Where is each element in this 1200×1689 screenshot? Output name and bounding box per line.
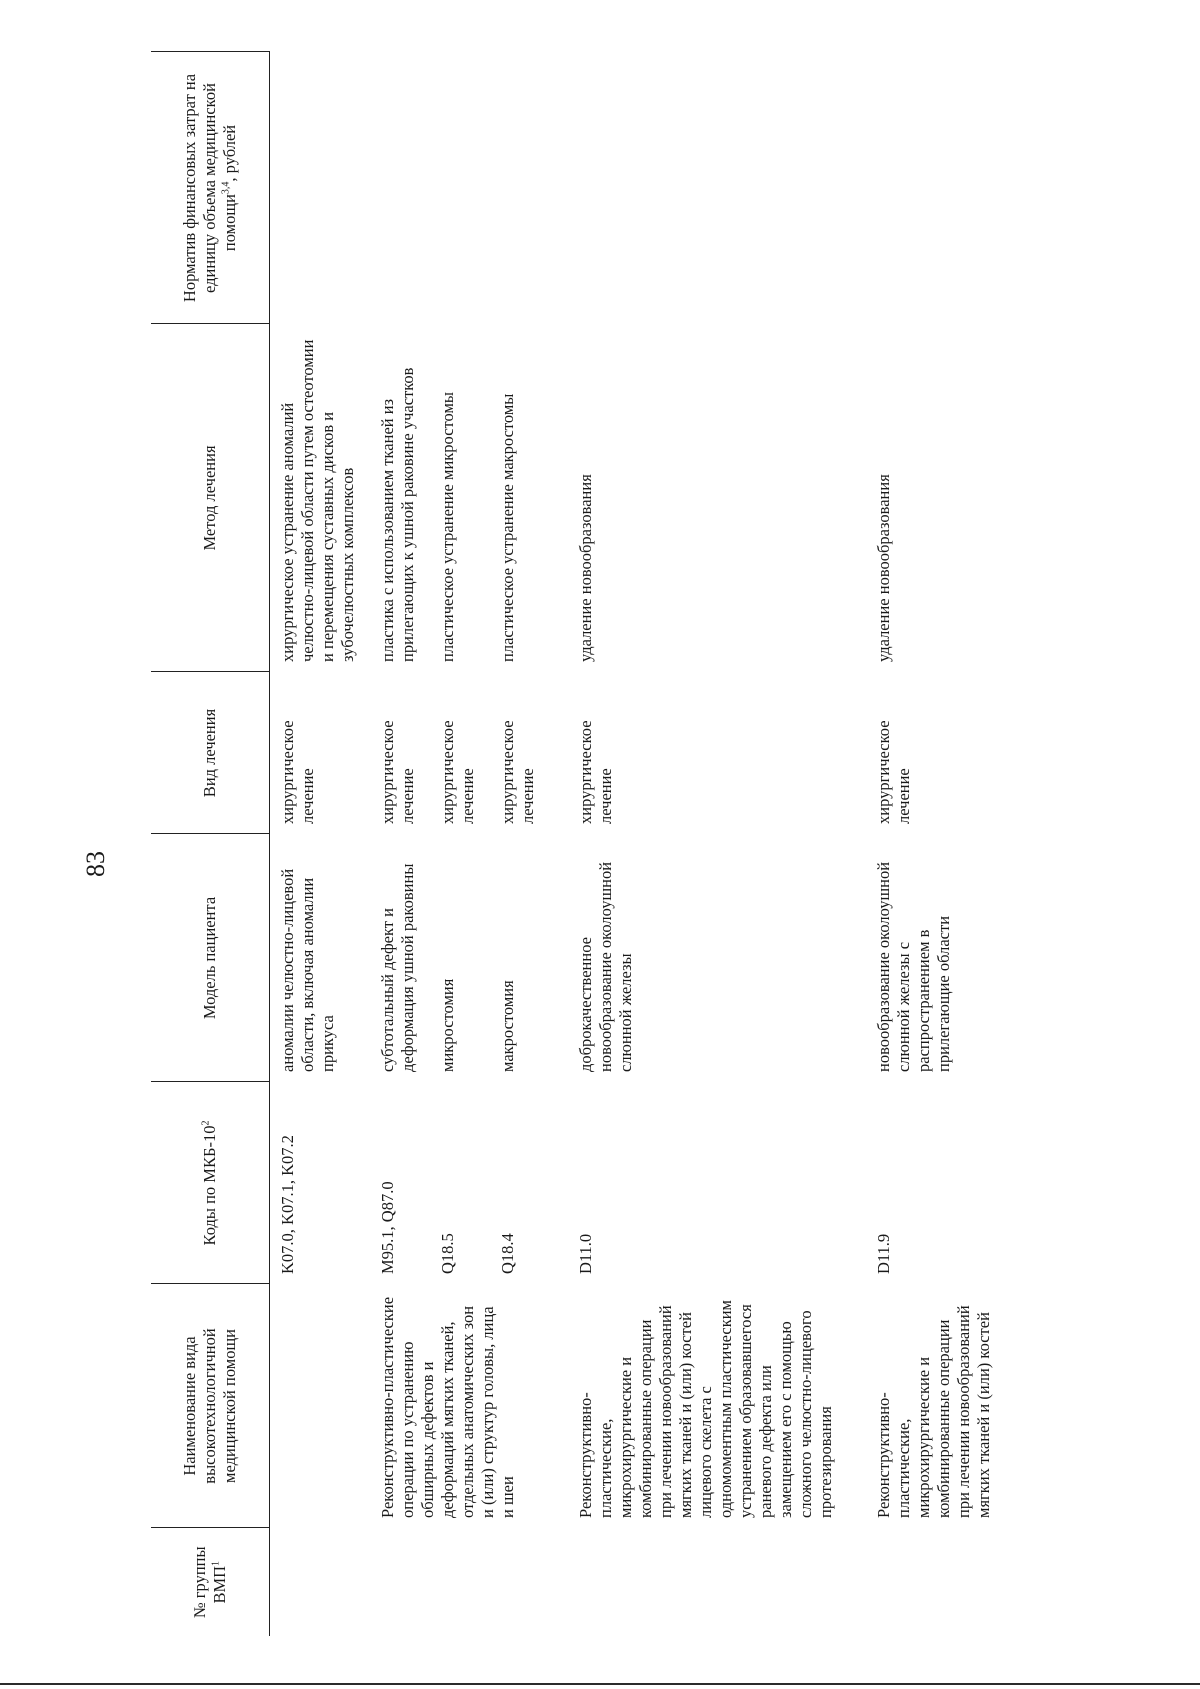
cell-cost-norm (270, 52, 371, 324)
cell-patient-model: новообразование околоушной слюнной железы с распространением в прилегающие области (874, 861, 953, 1072)
cell-group (550, 1528, 848, 1636)
cell-group (490, 1528, 550, 1636)
table-header-row (151, 52, 270, 1636)
cell-group (848, 1528, 1006, 1636)
table-row (550, 52, 848, 1636)
cell-treatment-method: пластика с использованием тканей из прилегающих к ушной раковине участков (378, 367, 417, 662)
cell-treatment-method: удаление новообразования (576, 474, 595, 662)
cell-patient-model: аномалии челюстно-лицевой области, включая аномалии прикуса (278, 868, 337, 1072)
cell-cost-norm (550, 52, 848, 324)
cell-mkb-codes: D11.0 (576, 1233, 595, 1274)
cell-group (270, 1528, 371, 1636)
table-row (848, 52, 1006, 1636)
header-mkb-codes: Коды по МКБ-$10^2$ (151, 1082, 270, 1284)
cell-vmp-name (270, 1284, 371, 1528)
cell-treatment-method: пластическое устранение макростомы (498, 393, 517, 662)
header-patient-model: Модель пациента (151, 834, 270, 1082)
cell-treatment-method: удаление новообразования (874, 474, 893, 662)
cell-cost-norm (370, 52, 430, 324)
page-number: 83 (81, 851, 110, 877)
cell-treatment-type: хирургическое лечение (438, 720, 477, 824)
cell-mkb-codes: D11.9 (874, 1233, 893, 1274)
table-row (270, 52, 371, 1636)
header-treatment-method: Метод лечения (151, 324, 270, 672)
header-group-no: № группы ВМП$^1$ (151, 1528, 270, 1636)
scan-edge-line (0, 1683, 1200, 1685)
cell-cost-norm (430, 52, 490, 324)
rotated-table-wrapper (151, 52, 1200, 1636)
cell-treatment-type: хирургическое лечение (874, 720, 913, 824)
cell-vmp-name: Реконструктивно-пластические операции по устранению обширных дефектов и деформаций мягких тканей, отдельных анатомических зон и (или) структур головы, лица и шеи (378, 1296, 517, 1518)
cell-cost-norm (848, 52, 1006, 324)
landscape-page (151, 52, 1200, 1636)
cell-treatment-type: хирургическое лечение (576, 720, 615, 824)
cell-patient-model: микростомия (438, 978, 457, 1072)
cell-group (430, 1528, 490, 1636)
header-treatment-type: Вид лечения (151, 672, 270, 834)
vmp-table (151, 52, 1006, 1637)
cell-treatment-type: хирургическое лечение (498, 720, 537, 824)
cell-treatment-method: хирургическое устранение аномалий челюстно-лицевой области путем остеотомии и перемещения суставных дисков и зубочелюстных комплексов (278, 339, 357, 662)
header-vmp-name: Наименование вида высокотехнологичной медицинской помощи (151, 1284, 270, 1528)
cell-cost-norm (490, 52, 550, 324)
cell-treatment-method: пластическое устранение микростомы (438, 392, 457, 662)
cell-patient-model: макростомия (498, 980, 517, 1072)
table-row (370, 52, 430, 1636)
cell-patient-model: субтотальный дефект и деформация ушной раковины (378, 863, 417, 1072)
cell-mkb-codes: M95.1, Q87.0 (378, 1181, 397, 1274)
cell-mkb-codes: Q18.4 (498, 1233, 517, 1274)
header-cost-norm: Норматив финансовых затрат на единицу объема медицинской помощи$^{3,4}$, рублей (151, 52, 270, 324)
cell-treatment-type: хирургическое лечение (378, 720, 417, 824)
cell-treatment-type: хирургическое лечение (278, 720, 317, 824)
cell-mkb-codes: Q18.5 (438, 1233, 457, 1274)
cell-patient-model: доброкачественное новообразование околоушной слюнной железы (576, 861, 635, 1072)
cell-group (370, 1528, 430, 1636)
cell-mkb-codes: K07.0, K07.1, K07.2 (278, 1135, 297, 1274)
cell-vmp-name: Реконструктивно-пластические, микрохирургические и комбинированные операции при лечении новообразований мягких тканей и (или) костей лицевого скелета с одномоментным пластическим устранением образовавшегося раневого дефекта или замещением его с помощью сложного челюстно-лицевого протезирования (576, 1300, 835, 1518)
cell-vmp-name: Реконструктивно-пластические, микрохирургические и комбинированные операции при лечении новообразований мягких тканей и (или) костей (874, 1305, 993, 1518)
